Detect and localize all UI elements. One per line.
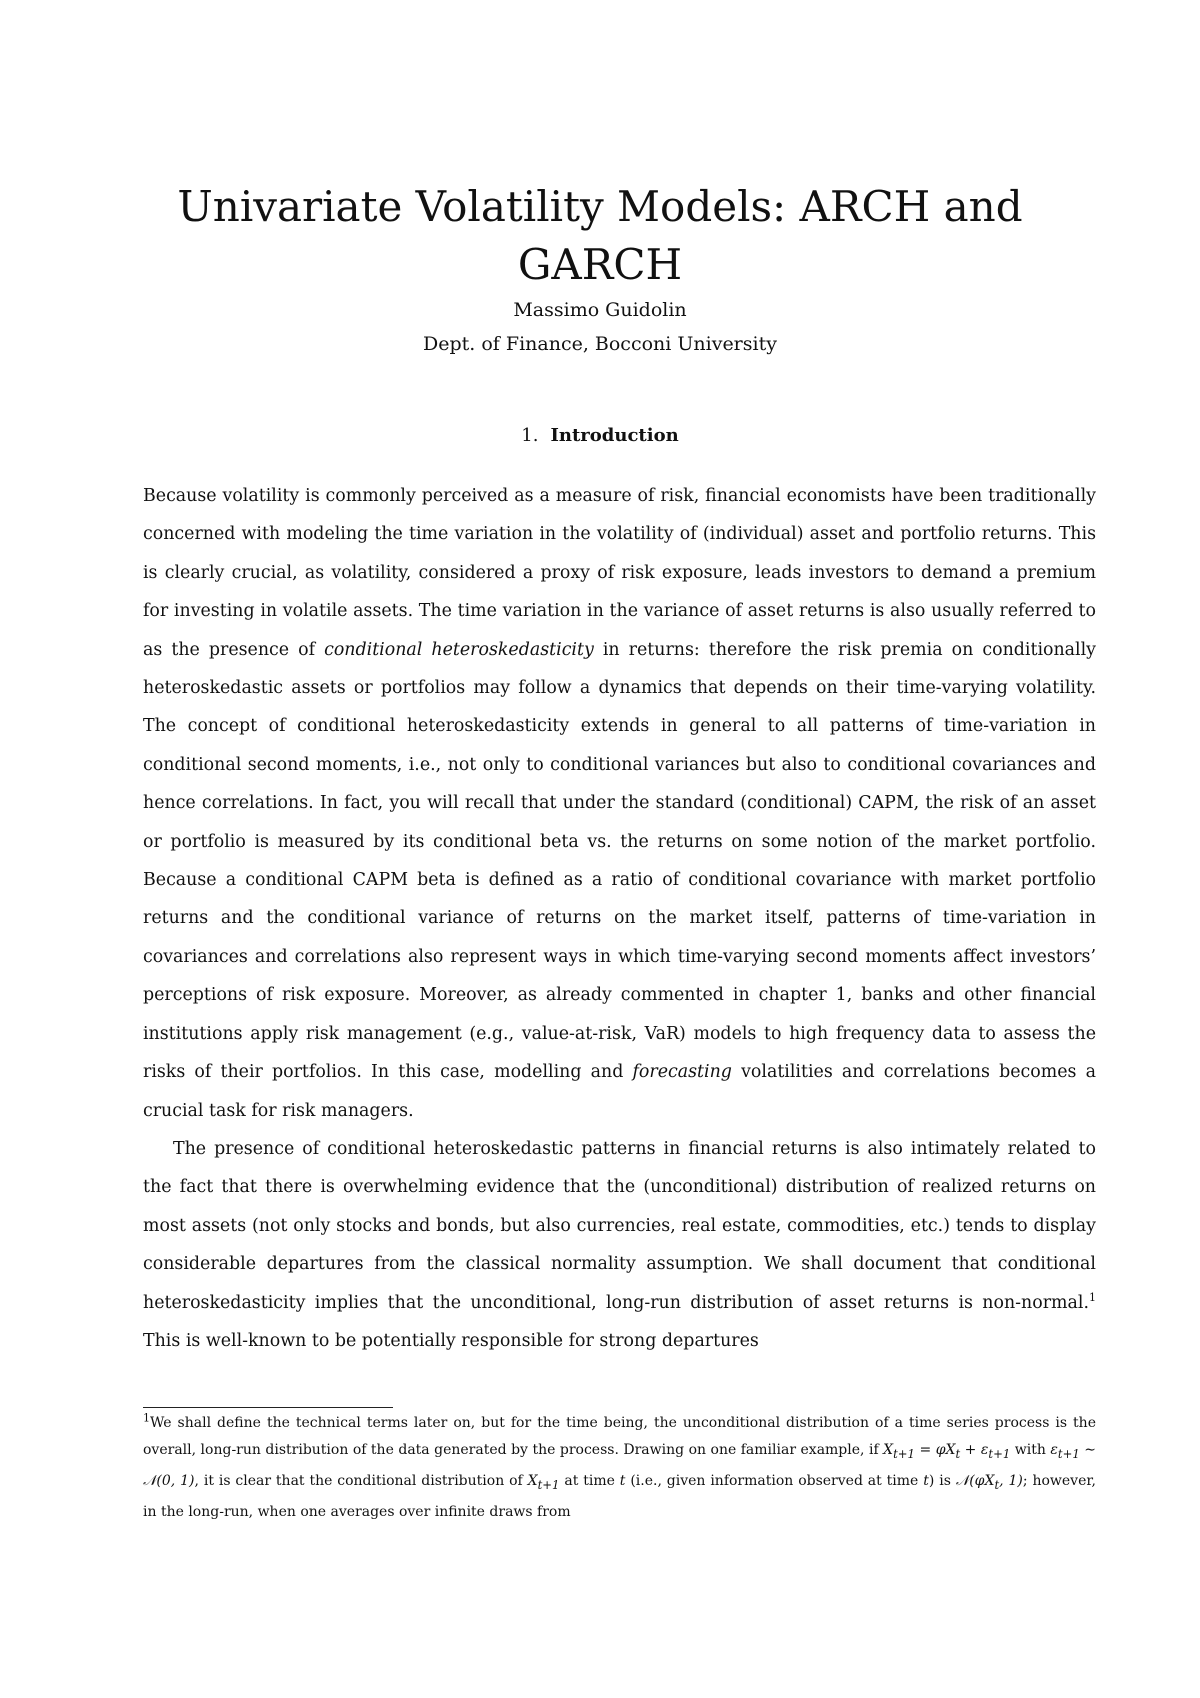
math-expression: $X_{t+1}$	[527, 1472, 560, 1492]
paragraph	[143, 477, 1096, 1130]
math-expression: t	[923, 1472, 929, 1489]
section-number: 1.	[521, 425, 539, 446]
text-run: The presence of conditional heteroskedastic patterns in financial returns is also intimately related to the fact that there is overwhelming evidence that the (unconditional) distribution of realized returns on most assets (not only stocks and bonds, but also currencies, real estate, commodities, etc.) tends to display considerable departures from the classical normality assumption. We shall document that conditional heteroskedasticity implies that the unconditional, long-run distribution of asset returns is non-normal.	[143, 1138, 1096, 1313]
math-expression: $𝒩(\varphi X_t$, 1)	[955, 1472, 1023, 1492]
text-run: in returns: therefore the risk premia on conditionally heteroskedastic assets or portfolios may follow a dynamics that depends on their time-varying volatility. The concept of conditional heteroskedasticity extends in general to all patterns of time-variation in conditional second moments, i.e., not only to conditional variances but also to conditional covariances and hence correlations. In fact, you will recall that under the standard (conditional) CAPM, the risk of an asset or portfolio is measured by its conditional beta vs. the returns on some notion of the market portfolio. Because a conditional CAPM beta is defined as a ratio of conditional covariance with market portfolio returns and the conditional variance of returns on the market itself, patterns of time-variation in covariances and correlations also represent ways in which time-varying second moments affect investors’ perceptions of risk exposure. Moreover, as already commented in chapter 1, banks and other financial institutions apply risk management (e.g., value-at-risk, VaR) models to high frequency data to assess the risks of their portfolios. In this case, modelling and	[143, 639, 1096, 1083]
footnote-divider	[143, 1407, 393, 1408]
text-run: ; however, in the long-run, when one averages over infinite draws from	[143, 1472, 1096, 1520]
text-run: (i.e., given information observed at time	[625, 1472, 924, 1489]
body-text	[143, 477, 1096, 1360]
author-name: Massimo Guidolin	[513, 299, 687, 321]
text-run: Because volatility is commonly perceived as a measure of risk, financial economists have been traditionally concerned with modeling the time variation in the volatility of (individual) asset and portfolio returns. This is clearly crucial, as volatility, considered a proxy of risk exposure, leads investors to demand a premium for investing in volatile assets. The time variation in the variance of asset returns is also usually referred to as the presence of	[143, 486, 1096, 660]
footnote-mark: 1	[143, 1411, 150, 1425]
text-run: This is well-known to be potentially responsible for strong departures	[143, 1330, 759, 1351]
math-expression: $\varepsilon_{t+1}$ ∼ 𝒩(0, 1)	[143, 1442, 1096, 1489]
paragraph	[143, 1130, 1096, 1360]
text-run: , it is clear that the conditional distribution of	[194, 1472, 528, 1489]
text-run: with	[1010, 1442, 1051, 1458]
paper-title: Univariate Volatility Models: ARCH and GARCH	[177, 182, 1023, 290]
text-run: ) is	[928, 1472, 956, 1489]
footnote	[143, 1410, 1096, 1526]
emphasis-term: conditional heteroskedasticity	[324, 639, 594, 660]
math-expression: $X_{t+1} = \varphi X_t + \varepsilon_{t+1}$	[883, 1442, 1011, 1461]
math-expression: t	[619, 1472, 626, 1489]
section-heading	[0, 422, 1200, 450]
text-run: We shall define the technical terms later on, but for the time being, the unconditional distribution of a time series process is the overall, long-run distribution of the data generated by the process. Drawing on one familiar example, if	[143, 1415, 1096, 1458]
section-title: Introduction	[550, 425, 679, 446]
text-run: volatilities and correlations becomes a crucial task for risk managers.	[143, 1062, 1096, 1121]
footnote-reference[interactable]: 1	[1089, 1290, 1096, 1304]
emphasis-term: forecasting	[632, 1062, 732, 1083]
text-run: at time	[559, 1472, 620, 1489]
author-affiliation: Dept. of Finance, Bocconi University	[423, 333, 777, 355]
